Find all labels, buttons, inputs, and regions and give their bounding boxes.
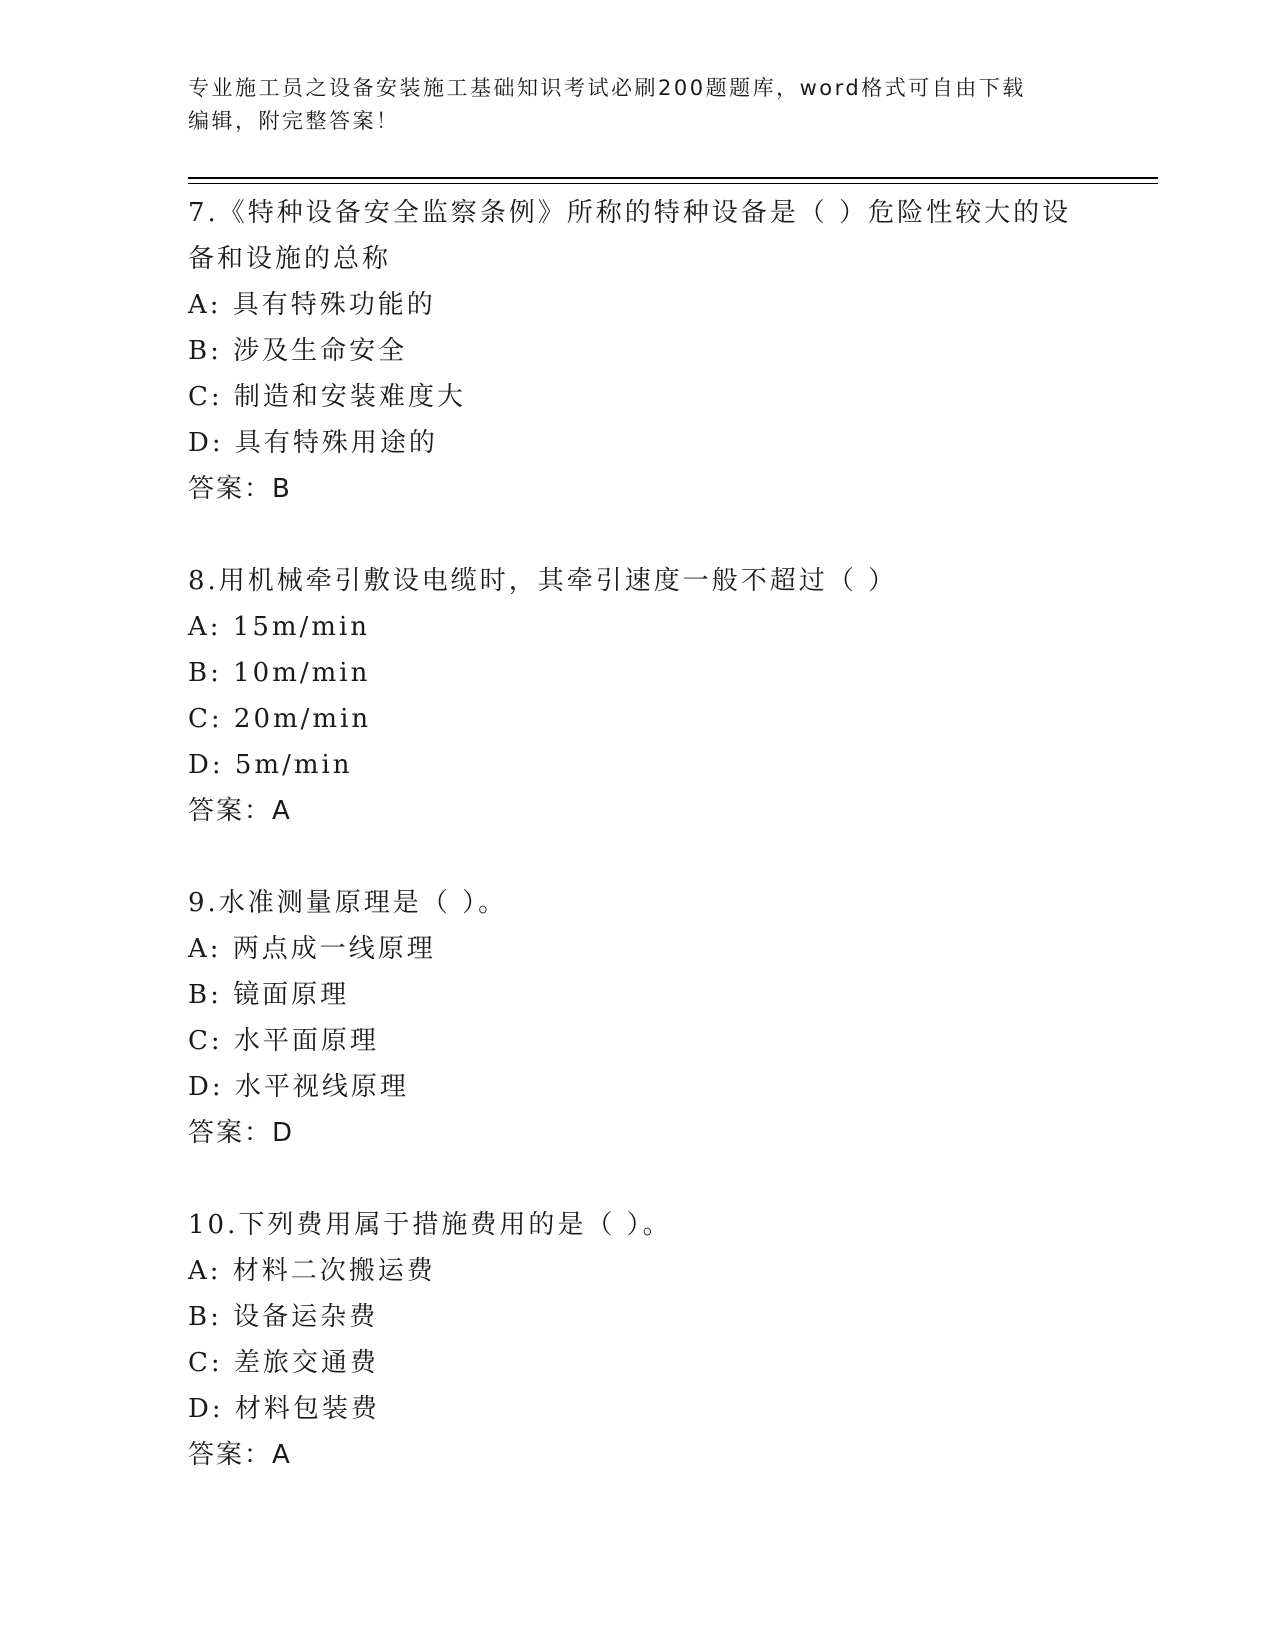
question-9 (188, 880, 1088, 1156)
option-c: C: 水平面原理 (188, 1026, 379, 1056)
header-divider-thick (188, 177, 1158, 179)
option-b: B: 设备运杂费 (188, 1302, 379, 1332)
header-line-1: 专业施工员之设备安装施工基础知识考试必刷200题题库，word格式可自由下载 (188, 76, 1026, 100)
answer-line: 答案：D (188, 1118, 295, 1148)
option-b: B: 10m/min (188, 658, 371, 688)
question-stem: 8.用机械牵引敷设电缆时，其牵引速度一般不超过（ ） (188, 566, 898, 596)
option-d: D: 材料包装费 (188, 1394, 380, 1424)
answer-line: 答案：A (188, 1440, 292, 1470)
question-stem: 9.水准测量原理是（ ）。 (188, 888, 508, 918)
option-b: B: 涉及生命安全 (188, 336, 408, 366)
question-10 (188, 1202, 1088, 1478)
option-a: A: 15m/min (188, 612, 371, 642)
document-header (188, 72, 1088, 138)
question-7 (188, 190, 1088, 512)
question-list (188, 190, 1088, 1524)
option-c: C: 20m/min (188, 704, 372, 734)
answer-line: 答案：B (188, 474, 292, 504)
option-b: B: 镜面原理 (188, 980, 350, 1010)
question-stem-line-1: 7.《特种设备安全监察条例》所称的特种设备是（ ）危险性较大的设 (188, 198, 1072, 228)
question-8 (188, 558, 1088, 834)
option-a: A: 具有特殊功能的 (188, 290, 436, 320)
header-divider-thin (188, 183, 1158, 184)
answer-line: 答案：A (188, 796, 292, 826)
option-d: D: 具有特殊用途的 (188, 428, 438, 458)
question-stem-line-2: 备和设施的总称 (188, 244, 392, 274)
option-d: D: 水平视线原理 (188, 1072, 409, 1102)
question-stem: 10.下列费用属于措施费用的是（ ）。 (188, 1210, 672, 1240)
question-stem (188, 190, 1088, 282)
header-line-2: 编辑，附完整答案！ (188, 109, 400, 133)
option-c: C: 制造和安装难度大 (188, 382, 466, 412)
option-a: A: 材料二次搬运费 (188, 1256, 436, 1286)
option-a: A: 两点成一线原理 (188, 934, 436, 964)
option-c: C: 差旅交通费 (188, 1348, 379, 1378)
option-d: D: 5m/min (188, 750, 353, 780)
